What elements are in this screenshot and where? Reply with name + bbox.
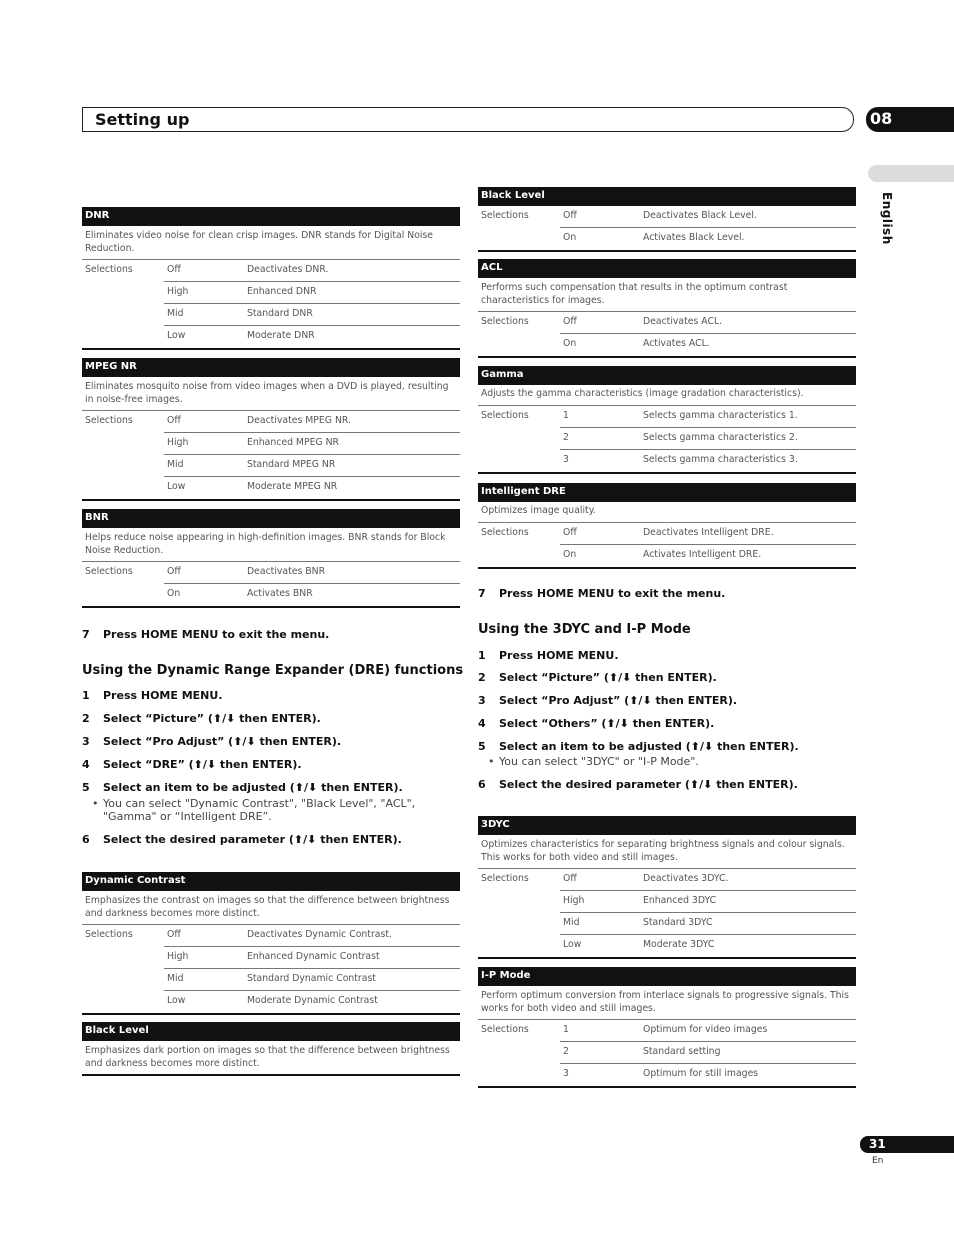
table-row	[478, 334, 856, 356]
page-language: En	[872, 1156, 884, 1166]
table-row	[82, 969, 460, 991]
row-value: High	[167, 286, 189, 297]
selections-label: Selections	[481, 316, 529, 327]
page-title: Setting up	[95, 110, 190, 129]
table-row	[82, 455, 460, 477]
table-title: 3DYC	[478, 816, 856, 835]
page-header	[82, 107, 854, 132]
table-title: MPEG NR	[82, 358, 460, 377]
left-bullet: • You can select "Dynamic Contrast", "Black Level", "ACL", "Gamma" or “Intelligent DRE”.	[92, 797, 416, 823]
row-description: Selects gamma characteristics 2.	[643, 431, 798, 443]
selections-label: Selections	[85, 415, 133, 426]
row-value: Mid	[167, 459, 184, 470]
row-value: Off	[167, 415, 181, 426]
row-description: Moderate Dynamic Contrast	[247, 995, 378, 1006]
table-row	[478, 312, 856, 334]
row-description: Optimum for still images	[643, 1068, 759, 1079]
table-description: Helps reduce noise appearing in high-definition images. BNR stands for Block Noise Reduction.	[82, 528, 460, 562]
row-value: Low	[167, 330, 186, 341]
row-value: Mid	[563, 917, 580, 928]
table-row	[82, 562, 460, 584]
dnr-table	[82, 207, 460, 350]
table-title: DNR	[82, 207, 460, 226]
table-title: Intelligent DRE	[478, 483, 856, 502]
table-description: Eliminates mosquito noise from video images when a DVD is played, resulting in noise-free images.	[82, 377, 460, 411]
table-title: ACL	[478, 259, 856, 278]
row-description: Standard DNR	[247, 308, 313, 319]
row-value: Off	[563, 316, 577, 327]
row-value: Off	[167, 566, 181, 577]
table-row	[82, 326, 460, 348]
row-value: 2	[563, 1046, 569, 1057]
chapter-number: 08	[870, 109, 893, 128]
row-value: On	[563, 338, 577, 349]
table-row	[82, 584, 460, 606]
table-description: Performs such compensation that results in the optimum contrast characteristics for images.	[478, 278, 856, 312]
page-number: 31	[869, 1137, 886, 1151]
row-description: Optimum for video images	[643, 1024, 768, 1035]
table-row	[82, 925, 460, 947]
row-value: Low	[167, 481, 186, 492]
3dyc-section-title: Using the 3DYC and I-P Mode	[478, 622, 691, 637]
row-value: 1	[563, 409, 569, 421]
language-label: English	[880, 192, 894, 245]
gamma-table	[478, 366, 856, 474]
dynamic-contrast-table	[82, 872, 460, 1015]
row-description: Deactivates ACL.	[643, 316, 723, 327]
selections-label: Selections	[481, 873, 529, 884]
table-row	[82, 991, 460, 1013]
row-description: Deactivates Dynamic Contrast.	[247, 929, 392, 940]
selections-label: Selections	[481, 409, 529, 421]
row-description: Deactivates Black Level.	[643, 210, 757, 221]
row-description: Standard 3DYC	[643, 917, 713, 928]
row-value: High	[563, 895, 585, 906]
row-description: Selects gamma characteristics 3.	[643, 453, 798, 465]
table-row	[478, 869, 856, 891]
row-value: High	[167, 437, 189, 448]
black-level-right-table	[478, 187, 856, 252]
row-value: Mid	[167, 308, 184, 319]
page-number-tab	[860, 1136, 954, 1153]
table-title: I-P Mode	[478, 967, 856, 986]
table-row	[82, 477, 460, 499]
table-title: Gamma	[478, 366, 856, 385]
row-description: Enhanced MPEG NR	[247, 437, 340, 448]
row-value: Off	[563, 873, 577, 884]
row-description: Deactivates Intelligent DRE.	[643, 526, 774, 538]
table-description: Emphasizes dark portion on images so that the difference between brightness and darkness becomes more distinct.	[85, 1045, 450, 1069]
row-value: On	[563, 548, 577, 560]
bnr-table	[82, 509, 460, 608]
selections-label: Selections	[85, 264, 133, 275]
table-description: Optimizes image quality.	[478, 502, 856, 523]
table-description: Eliminates video noise for clean crisp images. DNR stands for Digital Noise Reduction.	[82, 226, 460, 260]
table-title: Black Level	[478, 187, 856, 206]
table-row	[478, 913, 856, 935]
row-value: 1	[563, 1024, 569, 1035]
table-row	[478, 891, 856, 913]
language-tab	[868, 165, 954, 182]
acl-table	[478, 259, 856, 358]
black-level-left-table	[82, 1022, 460, 1076]
row-description: Deactivates BNR	[247, 566, 326, 577]
row-description: Activates BNR	[247, 588, 313, 599]
table-row	[82, 260, 460, 282]
bullet-dot: •	[488, 755, 495, 768]
table-row	[478, 523, 856, 545]
row-value: 3	[563, 1068, 569, 1079]
row-description: Activates Black Level.	[643, 232, 745, 243]
row-description: Moderate MPEG NR	[247, 481, 338, 492]
row-value: Off	[167, 264, 181, 275]
table-row	[478, 935, 856, 957]
row-description: Moderate DNR	[247, 330, 315, 341]
intelligent-dre-table	[478, 483, 856, 569]
row-value: 3	[563, 453, 569, 465]
table-description: Optimizes characteristics for separating brightness signals and colour signals. This works for both video and still images.	[478, 835, 856, 869]
table-row	[478, 545, 856, 567]
table-title: BNR	[82, 509, 460, 528]
row-value: Off	[563, 210, 577, 221]
selections-label: Selections	[85, 566, 133, 577]
row-description: Enhanced DNR	[247, 286, 317, 297]
table-row	[478, 228, 856, 250]
row-description: Standard MPEG NR	[247, 459, 336, 470]
row-description: Activates ACL.	[643, 338, 710, 349]
row-description: Enhanced 3DYC	[643, 895, 717, 906]
selections-label: Selections	[85, 929, 133, 940]
table-row	[478, 1064, 856, 1086]
row-description: Standard setting	[643, 1046, 721, 1057]
table-description: Emphasizes the contrast on images so that the difference between brightness and darkness becomes more distinct.	[82, 891, 460, 925]
table-row	[82, 411, 460, 433]
table-description: Adjusts the gamma characteristics (image gradation characteristics).	[478, 385, 856, 406]
row-value: 2	[563, 431, 569, 443]
row-value: High	[167, 951, 189, 962]
chapter-tab	[866, 107, 954, 132]
table-row	[82, 304, 460, 326]
row-value: Low	[563, 939, 582, 950]
table-row	[478, 1020, 856, 1042]
table-row	[478, 406, 856, 428]
table-description: Perform optimum conversion from interlace signals to progressive signals. This works for both video and still images.	[478, 986, 856, 1020]
table-row	[82, 282, 460, 304]
3dyc-table	[478, 816, 856, 959]
right-bullet: • You can select "3DYC" or "I-P Mode".	[488, 755, 699, 768]
row-value: Off	[167, 929, 181, 940]
table-row	[82, 947, 460, 969]
row-value: Mid	[167, 973, 184, 984]
row-description: Enhanced Dynamic Contrast	[247, 951, 380, 962]
table-title: Black Level	[82, 1022, 460, 1041]
selections-label: Selections	[481, 210, 529, 221]
row-value: Low	[167, 995, 186, 1006]
table-row	[478, 450, 856, 472]
row-description: Activates Intelligent DRE.	[643, 548, 762, 560]
bullet-dot: •	[92, 797, 99, 810]
row-description: Deactivates MPEG NR.	[247, 415, 351, 426]
table-row	[478, 428, 856, 450]
table-row	[478, 206, 856, 228]
row-description: Standard Dynamic Contrast	[247, 973, 376, 984]
row-description: Moderate 3DYC	[643, 939, 715, 950]
mpeg-nr-table	[82, 358, 460, 501]
row-description: Selects gamma characteristics 1.	[643, 409, 798, 421]
selections-label: Selections	[481, 526, 529, 538]
dre-section-title: Using the Dynamic Range Expander (DRE) functions	[82, 663, 464, 678]
ip-mode-table	[478, 967, 856, 1088]
row-description: Deactivates 3DYC.	[643, 873, 729, 884]
table-title: Dynamic Contrast	[82, 872, 460, 891]
table-row	[82, 433, 460, 455]
row-value: On	[563, 232, 577, 243]
row-value: Off	[563, 526, 577, 538]
table-row	[478, 1042, 856, 1064]
selections-label: Selections	[481, 1024, 529, 1035]
row-value: On	[167, 588, 181, 599]
row-description: Deactivates DNR.	[247, 264, 329, 275]
